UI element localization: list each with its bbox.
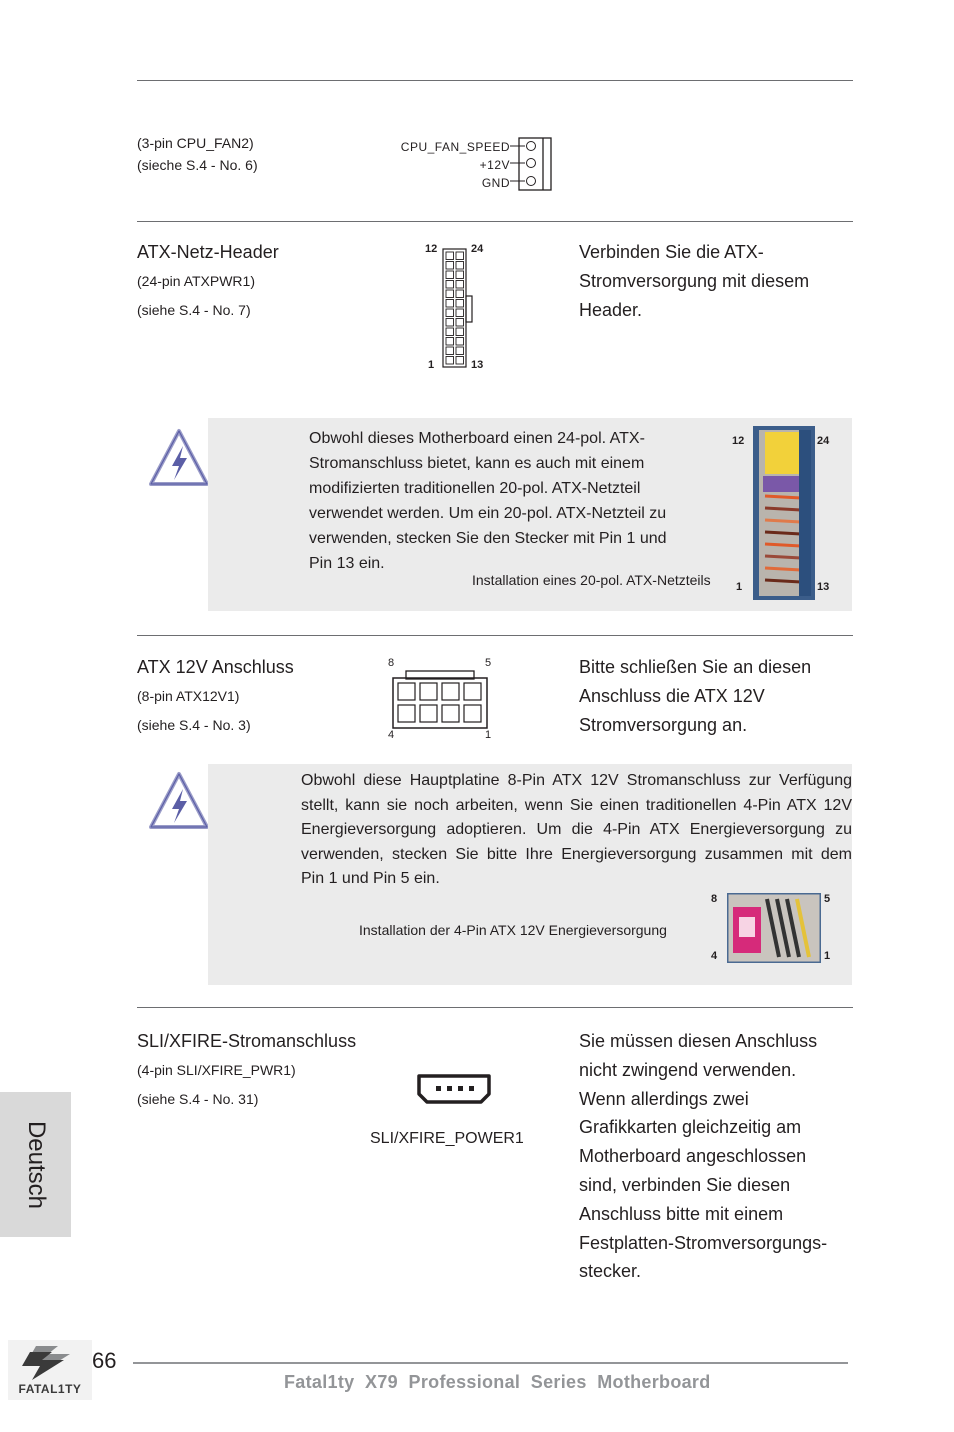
atx12v-ref: (siehe S.4 - No. 3) — [137, 717, 251, 733]
language-tab-label: Deutsch — [22, 1120, 50, 1209]
top-rule — [137, 80, 853, 81]
language-side-tab — [0, 1092, 71, 1237]
atx-power-pin-1: 1 — [428, 359, 435, 371]
page-number: 66 — [92, 1348, 117, 1373]
sli-description: Sie müssen diesen Anschluss nicht zwingend verwenden. Wenn allerdings zwei Grafikkarten gleichzeitig am Motherboard angeschlossen sind, verbinden Sie diesen Anschluss bitte mit einem Festplatten-Stromversorgungs- stecker. — [579, 1031, 828, 1282]
atx12v-4pin-install-photo — [727, 893, 821, 963]
atx24-pin-square — [456, 319, 464, 327]
atx24-pin-square — [456, 309, 464, 317]
atx12v-pin-1: 1 — [485, 729, 492, 741]
atx24-pin-square — [446, 271, 454, 279]
atx24-pin-square — [456, 357, 464, 365]
atx24-pin-square — [446, 290, 454, 298]
photo-8pin-pin-5: 5 — [824, 893, 831, 905]
photo-24pin-pin-24: 24 — [817, 435, 830, 447]
warning-icon — [148, 428, 210, 488]
note-8pin-last-line: Pin 1 und Pin 5 ein. — [301, 870, 440, 887]
fatal1ty-logo-text: FATAL1TY — [18, 1382, 82, 1396]
atx12v-title: ATX 12V Anschluss — [137, 657, 294, 677]
atx-20pin-install-photo — [753, 426, 815, 600]
atx24-pin-square — [446, 252, 454, 260]
warning-icon — [148, 771, 210, 831]
atx24-pin-square — [446, 328, 454, 336]
atx24-pin-square — [446, 300, 454, 308]
atx24-pin-square — [456, 347, 464, 355]
photo-8pin-pin-8: 8 — [711, 893, 718, 905]
fan-pin-speed: CPU_FAN_SPEED — [400, 140, 510, 154]
photo-24pin-pin-13: 13 — [817, 581, 830, 593]
atx24-pin-square — [456, 300, 464, 308]
fan-pin-gnd: GND — [481, 176, 510, 190]
section-rule-2 — [137, 635, 853, 636]
photo-24pin-pin-12: 12 — [732, 435, 745, 447]
atx-power-title: ATX-Netz-Header — [137, 242, 279, 262]
atx24-pin-square — [456, 328, 464, 336]
atx-24pin-diagram — [442, 248, 474, 372]
section-rule-1 — [137, 221, 853, 222]
fan-pin-label: (3-pin CPU_FAN2) — [137, 135, 254, 151]
atx-power-pin-24: 24 — [471, 243, 484, 255]
note-8pin-text: Obwohl diese Hauptplatine 8-Pin ATX 12V Stromanschluss zur Verfügung stellt, kann sie noch arbeiten, wenn Sie einen traditionellen 4-Pin ATX 12V Energieversorgung adoptieren. Um die 4-Pin ATX Energieversorgung zu verwenden, stecken Sie bitte Ihre Energieversorgung zusammen mit dem — [301, 772, 852, 863]
fan-pin-12v: +12V — [479, 158, 510, 172]
atx12v-pin-4: 4 — [388, 729, 395, 741]
note-8pin-caption: Installation der 4-Pin ATX 12V Energieversorgung — [359, 922, 667, 938]
atx-power-pin-label: (24-pin ATXPWR1) — [137, 273, 255, 289]
footer-title: Fatal1ty X79 Professional Series Motherboard — [284, 1372, 711, 1392]
atx24-pin-square — [456, 290, 464, 298]
fan-ref: (sieche S.4 - No. 6) — [137, 157, 258, 173]
atx24-pin-square — [446, 357, 454, 365]
section-rule-3 — [137, 1007, 853, 1008]
sli-ref: (siehe S.4 - No. 31) — [137, 1091, 259, 1107]
sli-4pin-connector-diagram — [416, 1073, 492, 1105]
atx12v-description: Bitte schließen Sie an diesen Anschluss die ATX 12V Stromversorgung an. — [579, 657, 812, 735]
sli-title: SLI/XFIRE-Stromanschluss — [137, 1031, 357, 1051]
atx12v-8pin-diagram — [392, 670, 488, 730]
photo-24pin-pin-1: 1 — [736, 581, 743, 593]
atx24-pin-square — [446, 338, 454, 346]
note-24pin-caption: Installation eines 20-pol. ATX-Netzteils — [472, 572, 711, 588]
atx12v-pin-8: 8 — [388, 657, 395, 669]
footer-rule — [133, 1362, 848, 1364]
atx24-pin-square — [456, 338, 464, 346]
atx-power-pin-12: 12 — [425, 243, 438, 255]
atx24-pin-square — [446, 319, 454, 327]
fan-header-diagram — [510, 136, 554, 192]
sli-connector-label: SLI/XFIRE_POWER1 — [370, 1130, 524, 1147]
atx12v-pin-5: 5 — [485, 657, 492, 669]
atx-power-description: Verbinden Sie die ATX- Stromversorgung mit diesem Header. — [579, 242, 810, 320]
atx12v-pin-label: (8-pin ATX12V1) — [137, 688, 240, 704]
atx-power-pin-13: 13 — [471, 359, 484, 371]
atx24-pin-square — [446, 262, 454, 270]
fan-pin-names — [360, 138, 510, 192]
atx24-pin-square — [456, 252, 464, 260]
photo-8pin-pin-4: 4 — [711, 950, 718, 962]
atx24-pin-square — [456, 271, 464, 279]
atx-power-ref: (siehe S.4 - No. 7) — [137, 302, 251, 318]
atx24-pin-square — [456, 262, 464, 270]
photo-8pin-pin-1: 1 — [824, 950, 831, 962]
atx24-pin-square — [456, 281, 464, 289]
fatal1ty-logo — [8, 1340, 92, 1400]
atx24-pin-square — [446, 347, 454, 355]
sli-pin-label: (4-pin SLI/XFIRE_PWR1) — [137, 1062, 296, 1078]
note-24pin-text: Obwohl dieses Motherboard einen 24-pol. ATX- Stromanschluss bietet, kann es auch mit einem modifizierten traditionellen 20-pol. ATX-Netzteil verwendet werden. Um ein 20-pol. ATX-Netzteil zu verwenden, stecken Sie den Stecker mit Pin 1 und Pin 13 ein. — [309, 430, 667, 572]
atx24-pin-square — [446, 281, 454, 289]
atx24-pin-square — [446, 309, 454, 317]
